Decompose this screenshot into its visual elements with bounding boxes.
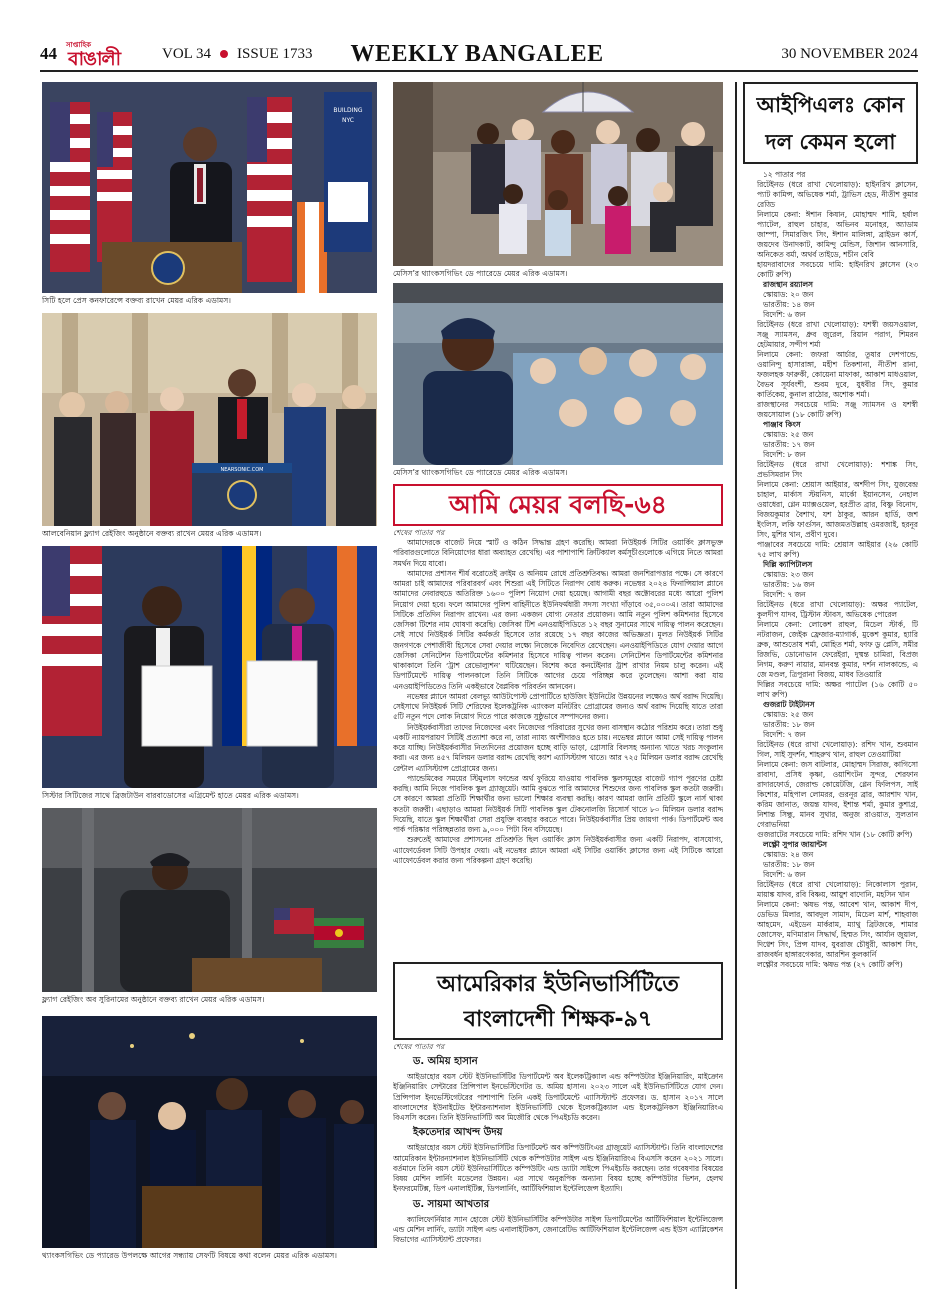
profile-name: ড. সায়মা আখতার bbox=[413, 1198, 490, 1210]
profile-name: ড. অমিয় হাসান bbox=[413, 1056, 478, 1067]
photo-parade-mayor-crowd bbox=[393, 283, 723, 465]
photo-city-hall-press bbox=[42, 82, 377, 293]
sidebar-line: নিলামে কেনা: শ্রেয়াস আইয়ার, অর্শদীপ সিং, যুজবেন্দ্র চাহাল, মার্কাস স্টয়নিস, মার্কো ইয়ানসেন, নেহাল ওয়াধেরা, গ্লেন ম্যাক্সওয়েল, হরপ্রীত ব্রার, বিষ্ণু বিনোদ, বিজয়কুমার বৈশাখ, যশ ঠাকুর, আরন হার্ডি, জশ ইংলিস, লকি ফার্গুসন, আজমতউল্লাহ ওমরজাই, হরনূর সিং, মুশির খান, প্রবীণ দুবে। bbox=[757, 480, 918, 539]
continued-note: শেষের পাতার পর bbox=[393, 1042, 445, 1051]
photo-caption: মেসিস’র থ্যাংকসগিভিং ডে প্যারেডে মেয়র এরিক এডামস। bbox=[393, 468, 568, 477]
photo-sister-cities-agreement bbox=[42, 546, 377, 788]
profile-text: আইডাহোর বয়স স্টেট ইউনিভার্সিটির ডিপার্টমেন্ট অব কম্পিউটিংএর গ্রাজুয়েট এ্যাসিস্ট্যান্ট। তিনি বাংলাদেশের আমেরিকান ইন্টারন্যাশনাল ইউনিভার্সিটি থেকে কম্পিউটার সাইন্স এন্ড ইঞ্জিনিয়ারিংএ বিএসসি করেন ২০২১ সালে। বর্তমানে তিনি বয়স স্টেট ইউনিভার্সিটিতে কম্পিউটিং এন্ড ড্যাটা সাইন্সে পিএইচডি করছেন। তার গবেষণার বিষয়ের বিষয় মেশিন লার্নিং মডেলের উন্নয়ন। এর সাথে অনুরূপিক অন্যান্য বিষয় হচ্ছে কম্পিউটার ভিশন, হেলথ ইনফরমেটিক্স, ডিপ এনালাইটিক্স, ডিপলার্নিং, আর্টিফিশিয়াল ইন্টেলিজেন্স ইত্যাদি। bbox=[393, 1143, 723, 1194]
sidebar-line: ভারতীয়: ১৭ জন bbox=[763, 440, 815, 449]
article-body bbox=[393, 1052, 723, 1288]
sidebar-line: নিলামে কেনা: জফরা আর্চার, তুষার দেশপান্ডে, ওয়ানিন্দু হাসারাঙ্গা, মহীশ তিকশানা, নীতীশ রানা, ফজলহক ফারুকী, কোয়েনা মাফাকা, আকাশ মাধওয়াল, বৈভব সূর্যবংশী, শুবম দুবে, যুধবীর সিং, কুমার কার্তিকেয়, কুনাল রাঠোর, অশোক শর্মা। bbox=[757, 350, 918, 399]
podium-text: NEARSONIC.COM bbox=[220, 467, 264, 473]
issue-meta bbox=[162, 46, 312, 63]
sidebar-line: হায়দরাবাদের সবচেয়ে দামি: হাইনরিখ ক্লাসেন (২৩ কোটি রুপি) bbox=[757, 260, 918, 279]
svg-text:NYC: NYC bbox=[341, 117, 355, 124]
sidebar-line: স্কোয়াড: ২৩ জন bbox=[763, 570, 814, 579]
issue-date: 30 NOVEMBER 2024 bbox=[781, 45, 918, 62]
article-paragraph: প্যান্ডেমিকের সময়ের স্টিমুলাস ফান্ডের অর্থ ফুরিয়ে যাওয়ায় পাবলিক স্কুলসমূহের বাজেট গ্যাপ পূরণের চেষ্টা করছি। আমি নিজে পাবলিক স্কুল গ্র্যাজুয়েট। আমি বুঝতে পারি আমাদের শিশুদের জন্য পাবলিক স্কুল কতটা জরুরী। সে কারণে আমরা প্রতিটি শিক্ষার্থীর জন্য ভালো শিক্ষার ব্যবস্থা করছি। কারণ আমরা জানি প্রতিটি স্কুলে নার্স থাকা কতটা জরুরী। এছাড়াও আমরা নিউইয়র্ক সিটি পাবলিক স্কুল টেকনোলজি রিসোর্স খাতে ৮০ মিলিয়ন ডলার বরাদ্দ দিয়েছি, যাতে স্কুল শিক্ষার্থীরা সেরা প্রযুক্তি ব্যবহার করতে পারে। নিউইয়র্কবাসীর প্রিয় জায়গা পার্ক। ডিপার্টমেন্ট অব পার্ক পরিষ্কার পরিচ্ছন্নতার জন্য ৯,০০০ পিটা বিন বসিয়েছে। bbox=[393, 773, 723, 834]
headline-line: বাংলাদেশী শিক্ষক-৯৭ bbox=[463, 1007, 653, 1032]
photo-caption: থ্যাংকসগিভিং ডে প্যারেড উপলক্ষে আগের সন্ধ্যায় সেফটি বিষয়ে কথা বলেন মেয়র এরিক এডামস। bbox=[42, 1251, 337, 1260]
page-number: 44 bbox=[40, 44, 57, 63]
sidebar-line: স্কোয়াড: ২০ জন bbox=[763, 290, 814, 299]
team-name: লক্ষ্ণৌ সুপার জায়ান্টস bbox=[763, 840, 827, 849]
sidebar-line: নিলামে কেনা: জস বাটলার, মোহাম্মদ সিরাজ, কাগিসো রাবাদা, প্রসিধ কৃষ্ণা, ওয়াশিংটন সুন্দর, শেরফান রাদারফোর্ড, জেরাল্ড কোয়েটজি, গ্লেন ফিলিপস, সাই কিশোর, মহিপাল লোমরর, গুরনূর ব্রার, আরশাদ খান, করিম জানাত, জয়ন্ত যাদব, ইশান্ত শর্মা, কুমার কুশাগ্র, নিশান্ত সিন্ধু, মানব সুথার, অনুজ রাওয়াত, সুলতান গেরাভনিয়া bbox=[757, 760, 918, 829]
photo-caption: সিস্টার সিটিজের সাথে ব্রিজটাউন বারবাডোসের এগ্রিমেন্ট হাতে মেয়র এরিক এডামস। bbox=[42, 791, 299, 800]
headline-line: আইপিএলঃ কোন bbox=[756, 93, 905, 117]
team-name: পাঞ্জাব কিংস bbox=[763, 420, 801, 429]
bullet-icon bbox=[220, 50, 228, 58]
sidebar-ipl bbox=[735, 82, 918, 1289]
sidebar-line: গুজরাটের সবচেয়ে দামি: রশিদ খান (১৮ কোটি রুপি) bbox=[757, 830, 913, 839]
headline-line: আমেরিকার ইউনিভার্সিটিতে bbox=[437, 972, 679, 997]
photo-parade-safety-briefing bbox=[42, 1016, 377, 1248]
sidebar-line: রিটেইনড (ধরে রাখা খেলোয়াড়): রশিদ খান, শুবমান গিল, সাই সুদর্শন, শাহরুখ খান, রাহুল তেওয়াটিয়া bbox=[757, 740, 918, 759]
continued-note: শেষের পাতার পর bbox=[393, 528, 445, 537]
sidebar-line: রিটেইনড (ধরে রাখা খেলোয়াড়): অক্ষর প্যাটেল, কুলদীপ যাদব, ট্রিস্টান স্টাবস, অভিষেক পোরেল bbox=[757, 600, 918, 619]
sidebar-line: নিলামে কেনা: লোকেশ রাহুল, মিচেল স্টার্ক, টি নটরাজন, জেইক ফ্রেজার-ম্যাগার্ক, মুকেশ কুমার, হ্যারি ব্রুক, আশুতোষ শর্মা, মোহিত শর্মা, ফাফ ডু প্লেসি, সমীর রিজভি, ডোনোভান ফেরেইরা, দুষ্মন্ত চামিরা, বিপ্রজ নিগম, করুণ নায়ার, মানবন্ত কুমার, দর্শন নালকান্ডে, এ জে মণ্ডল, ত্রিপুরানা বিজয়, মাধব তিওয়ারি bbox=[757, 620, 918, 679]
article-paragraph: আমাদের প্রশাসন শীর্ষ বরোতেই ক্রাইম ও অনিয়ম রোধে প্রতিশ্রুতিবদ্ধ। আমরা জনশিরাপত্তার পক্ষে। সে কারণে আমরা চাই আমাদের পরিবারবর্গ এবং শিশুরা এই সিটিতে নিরাপদ বোধ করুক। নভেম্বর ২০২৪ ফিনান্সিয়াল প্ল্যানে আমাদের নেবারহুডে অতিরিক্ত ১৬০০ পুলিশ নিয়োগ দেয়া হয়েছে। আগামী বছর অক্টোবরের মধ্যে আরো পুলিশ নিয়োগ দেয়া হবে। ফলে আমাদের পুলিশ বাহিনীতে ইউনিফর্মধারী সদস্য সংখ্যা দাঁড়াবে ৩৫,০০০এ। তারা আমাদের সিটিকে প্রতিদিন নিরাপদ রাখেন। এর জন্য একজন যোগ্য নেতার প্রয়োজন। আমি নতুন পুলিশ কমিশনার হিসেবে জেসিকা টিশের নাম ঘোষণা করেছি। জেসিকা টিশ এনওয়াইপিডিতে ১২ বছর সুনামের সাথে দায়িত্ব পালন করেছেন। সেই সাথে নিউইয়র্ক সিটির কর্মকর্তা হিসেবে তার রয়েছে ১৭ বছর কাজের অভিজ্ঞতা। মূলত নিউইয়র্ক সিটির জনগণকে পেশাজীবী হিসেবে সেবা দেয়ার লক্ষ্যে নিজেকে নিবেদিত রেখেছেন। এনওয়াইপিডিতে যোগ দেয়ার আগে জেসিকা সেনিটেশন ডিপার্টমেন্টের কমিশনার হিসেবে দায়িত্ব পালন করেন। সেনিটেশন ডিপার্টমেন্টের কমিশনার থাকাকালে তিনি ‘ট্রাশ রেভোল্যুশন’ ঘটিয়েছেন। বিশেষ করে কনটেইনার ট্রাশ রাখার নিয়ম চালু করেন। এই ডিপার্টমেন্টে দায়িত্ব পালনকালে তিনি সিটিকে আগের চেয়ে পরিচ্ছন্ন করে তুলেছেন। আশা করা যায় এনওয়াইপিডিতেও তিনি একইভাবে বৈপ্লবিক পরিবর্তন আনবেন। bbox=[393, 568, 723, 691]
article-body bbox=[393, 538, 723, 956]
sidebar-line: বিদেশি: ৬ জন bbox=[763, 870, 806, 879]
sidebar-body bbox=[743, 170, 918, 970]
team-name: দিল্লি ক্যাপিটালস bbox=[763, 560, 813, 569]
sidebar-line: স্কোয়াড: ২৫ জন bbox=[763, 430, 814, 439]
publication-title: WEEKLY BANGALEE bbox=[350, 40, 604, 67]
article-headline bbox=[393, 962, 723, 1040]
photo-caption: সিটি হলে প্রেস কনফারেন্সে বক্তব্য রাখেন মেয়র এরিক এডামস। bbox=[42, 296, 232, 305]
photo-caption: ফ্ল্যাগ রেইজিং অব সুরিনামের অনুষ্ঠানে বক্তব্য রাখেন মেয়র এরিক এডামস। bbox=[42, 995, 265, 1004]
article-paragraph: নভেম্বর প্ল্যানে আমরা বেলভ্যু আউটপোস্ট প্রোপার্টিতে হাউজিং ইউনিটের উন্নয়নের লক্ষ্যেও অর্থ বরাদ্দ দিয়েছি। সেইসাথে নিউইয়র্ক সিটি শেরিফের ইলেকট্রনিক এ্যাংকল মনিটরিং প্রোগ্রামের জন্যও অর্থ বরাদ্দ দিয়েছি যাতে তারা ৫টি নতুন পদে লোক নিয়োগ দিতে পারে কাজকে সুষ্ঠুভাবে সম্পাদনের জন্য। bbox=[393, 691, 723, 722]
sidebar-headline bbox=[743, 82, 918, 164]
sidebar-line: ভারতীয়: ১৪ জন bbox=[763, 300, 815, 309]
sidebar-line: রিটেইনড (ধরে রাখা খেলোয়াড়): হাইনরিখ ক্লাসেন, প্যাট কামিন্স, অভিষেক শর্মা, ট্রাভিস হেড, নীতীশ কুমার রেড্ডি bbox=[757, 180, 918, 209]
issue-label: ISSUE 1733 bbox=[237, 45, 313, 62]
logo-main-text: বাঙালী bbox=[68, 48, 121, 70]
svg-text:BUILDING: BUILDING bbox=[333, 107, 363, 114]
sidebar-line: বিদেশি: ৭ জন bbox=[763, 730, 806, 739]
photo-caption: আলবেনিয়ান ফ্ল্যাগ রেইজিং অনুষ্ঠানে বক্তব্য রাখেন মেয়র এরিক এডামস। bbox=[42, 529, 262, 538]
masthead bbox=[40, 38, 918, 72]
photo-albanian-flag-raising bbox=[42, 313, 377, 526]
sidebar-line: নিলামে কেনা: ঈশান কিষান, মোহাম্মদ শামি, হর্ষাল প্যাটেল, রাহুল চাহার, অভিনব মনোহর, অ্যাডাম জাম্পা, সিমারজিৎ সিং, ঈশান মালিঙ্গা, ব্রাইডন কার্স, জয়দেব উনাদকাট, কামিন্দু মেন্ডিস, জিশান আনসারি, অনিকেত বর্মা, অথর্ব তাইডে, শচীন বেবি bbox=[757, 210, 918, 259]
volume-label: VOL 34 bbox=[162, 45, 212, 62]
sidebar-line: দিল্লির সবচেয়ে দামি: অক্ষর প্যাটেল (১৬ কোটি ৫০ লাখ রুপি) bbox=[757, 680, 918, 699]
team-name: গুজরাট টাইটানস bbox=[763, 700, 815, 709]
sidebar-line: বিদেশি: ৬ জন bbox=[763, 310, 806, 319]
sidebar-line: স্কোয়াড: ২৪ জন bbox=[763, 850, 814, 859]
photo-caption: মেসিস’র থ্যাংকসগিভিং ডে প্যারেডে মেয়র এরিক এডামস। bbox=[393, 269, 568, 278]
sidebar-line: স্কোয়াড: ২৫ জন bbox=[763, 710, 814, 719]
logo-top-text: সাপ্তাহিক bbox=[66, 41, 92, 49]
sidebar-line: ভারতীয়: ১৮ জন bbox=[763, 720, 815, 729]
article-paragraph: আমাদেরকে বাজেট নিয়ে স্মার্ট ও কঠিন সিদ্ধান্ত গ্রহণ করেছি। আমরা নিউইয়র্ক সিটির ওয়ার্কিং ক্লাসভুক্ত পরিবারগুলোতে বিনিয়োগের ধারা অব্যাহত রেখেছি। এর পাশাপাশি ক্রিটিক্যাল কর্মসূচীগুলোকে এগিয়ে নিতে আমরা সমর্থন দিয়ে যাবো। bbox=[393, 538, 723, 568]
sidebar-line: রিটেইনড (ধরে রাখা খেলোয়াড়): যশস্বী জয়সওয়াল, সঞ্জু স্যামসন, ধ্রুব জুরেল, রিয়ান পরাগ, শিমরন হেটমায়ার, সন্দীপ শর্মা bbox=[757, 320, 918, 349]
photo-suriname-flag-raising bbox=[42, 808, 377, 992]
article-paragraph: নিউইয়র্কবাসীরা তাদের নিজেদের এবং নিজেদের পরিবারের সুখের জন্য বাসস্থান কঠোর পরিশ্রম করে। তারা শুধু একটি ন্যায়পরায়ণ সিটিই প্রত্যাশা করে না, তারা ন্যায্য অংশীদারও হতে চায়। নভেম্বর প্ল্যানে আমা সেই দায়িত্ব পালন করে যাচ্ছি। নিউইয়র্কবাসীর নিত্যদিনের প্রয়োজন হচ্ছে বাড়ি ভাড়া, গ্রোসারি বিলসহ অন্যান্য খাতে খরচ সংকুলান করা। এর জন্য ৪৫৭ মিলিয়ন ডলার বরাদ্দ রেখেছি ক্যাশ এ্যাসিস্ট্যান্স খাতে। আর ৭২৫ মিলিয়ন ডলার বরাদ্দ রেখেছি রেন্টাল এ্যাসিস্ট্যান্স প্রোগ্রামের জন্য। bbox=[393, 722, 723, 773]
profile-name: ইকতেদার আখন্দ উদয় bbox=[413, 1127, 503, 1139]
team-name: রাজস্থান রয়্যালস bbox=[763, 280, 813, 289]
headline-line: দল কেমন হলো bbox=[765, 130, 896, 154]
photo-parade-rain-group bbox=[393, 82, 723, 266]
sidebar-line: রাজস্থানের সবচেয়ে দামি: সঞ্জু স্যামসন ও যশস্বী জয়সোয়াল (১৮ কোটি রুপি) bbox=[757, 400, 918, 419]
sidebar-line: ভারতীয়: ১৬ জন bbox=[763, 580, 815, 589]
article-paragraph: শুরুতেই আমাদের প্রশাসনের প্রতিশ্রুতি ছিল ওয়ার্কিং ক্লাস নিউইয়র্কবাসীর জন্য একটি নিরাপদ, বাসযোগ্য, এ্যাফোর্ডেবল সিটি উপহার দেয়া। এই নভেম্বর প্ল্যানে আমরা এই সিটির ওয়ার্কিং ক্লাসের জন্য এই সিটিকে আরো এ্যাফোর্ডেবল করার জন্য পরিকল্পনা গ্রহণ করেছি। bbox=[393, 835, 723, 865]
sidebar-line: বিদেশি: ৭ জন bbox=[763, 590, 806, 599]
article-headline: আমি মেয়র বলছি-৬৪ bbox=[393, 484, 723, 526]
sidebar-line: লক্ষ্ণৌর সবচেয়ে দামি: ঋষভ পন্ত (২৭ কোটি রুপি) bbox=[757, 960, 903, 969]
sidebar-line: রিটেইনড (ধরে রাখা খেলোয়াড়): নিকোলাস পুরান, মায়াঙ্ক যাদব, রবি বিষ্ণয়, আয়ুশ বাদোনি, মহসিন খান bbox=[757, 880, 918, 899]
sidebar-line: পাঞ্জাবের সবচেয়ে দামি: শ্রেয়াস আইয়ার (২৬ কোটি ৭৫ লাখ রুপি) bbox=[757, 540, 918, 559]
sidebar-line: নিলামে কেনা: ঋষভ পন্ত, আবেশ খান, আকাশ দীপ, ডেভিড মিলার, আবদুল সামাদ, মিচেল মার্শ, শাহবাজ আহমেদ, এইডেন মার্করাম, ম্যাথু ব্রিটজকে, শামার জোসেফ, মণিমারান সিদ্ধার্থ, হিম্মত সিং, আর্যান জুয়াল, দিগ্বেশ সিং, প্রিন্স যাদব, যুবরাজ চৌধুরী, আকাশ সিং, রাজবর্ধন হাঙ্গারগেকার, আরশিন কুলকার্নি bbox=[757, 900, 918, 959]
sidebar-line: রিটেইনড (ধরে রাখা খেলোয়াড়): শশাঙ্ক সিং, প্রভসিমরান সিং bbox=[757, 460, 918, 479]
sidebar-line: ১২ পাতার পর bbox=[763, 170, 806, 179]
profile-text: ক্যালিফোর্নিয়ার স্যান হোজে স্টেট ইউনিভার্সিটির কম্পিউটার সাইন্স ডিপার্টমেন্টের আর্টিফিশিয়াল ইন্টেলিজেন্স এন্ড মেশিন লার্নিং, ড্যাটা সাইন্স এন্ড এনালাইটিকস, জেনারেটিভ আর্টিফিশিয়াল ইন্টেলিজেন্স এন্ড ইউস এ্যাপ্লিকেশন বিভাগের এ্যাসিস্ট্যান্ট প্রফেসর। bbox=[393, 1214, 723, 1244]
profile-text: আইডাহোর বয়স স্টেট ইউনিভার্সিটির ডিপার্টমেন্ট অব ইলেকট্রিক্যাল এন্ড কম্পিউটার ইঞ্জিনিয়ারিং, মাইক্রোন ইঞ্জিনিয়ারিং সেন্টারের প্রিন্সিপাল ইনভেস্টিগেটর ড. অমিয় হাসান। ২০২৩ সালে এই ইউনিভার্সিটিতে যোগ দেন। প্রিন্সিপাল ইনভেস্টিগেটরের পাশাপাশি তিনি একই ডিপার্টমেন্টে এ্যাসিস্ট্যান্ট প্রফেসর। ড. হাসান ২০১৭ সালে বাংলাদেশের ইউনাইটেড ইন্টারন্যাশনাল ইউনিভার্সিটি থেকে ইলেকট্রিক্যাল এন্ড ইলেকট্রনিকস ইঞ্জিনিয়ারিংএ বিএসসি করেন। তিনি ইউনিভার্সিটি অব মিজৌরি থেকে পিএইচডি করেন। bbox=[393, 1072, 723, 1122]
publication-logo bbox=[66, 39, 140, 69]
sidebar-line: ভারতীয়: ১৮ জন bbox=[763, 860, 815, 869]
sidebar-line: বিদেশি: ৮ জন bbox=[763, 450, 806, 459]
